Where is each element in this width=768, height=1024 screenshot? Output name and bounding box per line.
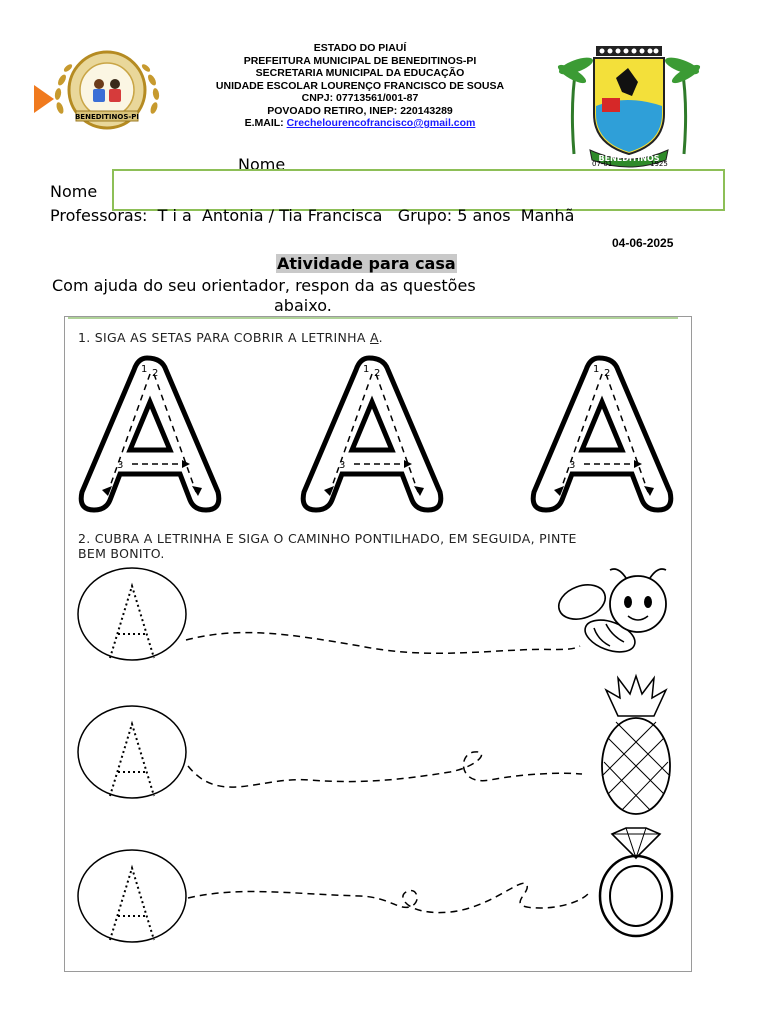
- trace-path: [188, 883, 588, 912]
- stroke-label: 2: [152, 368, 159, 379]
- stroke-label: 1: [141, 364, 148, 375]
- ring-icon: [600, 828, 672, 936]
- header-email-line: [190, 117, 530, 130]
- nome-input[interactable]: [112, 169, 725, 211]
- q2-line-2: BEM BONITO.: [78, 546, 165, 561]
- trace-path: [188, 752, 582, 787]
- activity-instruction: [52, 276, 592, 316]
- school-logo: [48, 50, 166, 136]
- crest-year-right: 1925: [650, 160, 668, 168]
- question-2: [78, 531, 688, 561]
- email-link[interactable]: Crechelourencofrancisco@gmail.com: [286, 117, 476, 129]
- stroke-label: 1: [363, 364, 370, 375]
- stroke-label: 1: [593, 364, 600, 375]
- city-crest: [556, 44, 702, 168]
- date-text: 04-06-2025: [612, 236, 674, 250]
- stroke-label: 2: [604, 368, 611, 379]
- tracing-rows: [70, 566, 680, 956]
- q1-letter: A: [369, 330, 379, 345]
- header-line: SECRETARIA MUNICIPAL DA EDUCAÇÃO: [255, 67, 465, 79]
- trace-oval: [78, 850, 186, 942]
- q1-end: .: [378, 330, 383, 345]
- nome-label: Nome: [50, 182, 98, 201]
- trace-path: [186, 633, 580, 654]
- trace-oval: [78, 706, 186, 798]
- activity-title: Atividade para casa: [277, 254, 456, 273]
- nome-floating-label: Nome: [238, 155, 286, 174]
- instruction-line-2: abaixo.: [274, 296, 332, 315]
- professoras-line: Professoras: T i a Antonia / Tia Francisca Grupo: 5 anos Manhã: [50, 206, 575, 225]
- school-logo-text: BENEDITINOS-PI: [74, 113, 140, 121]
- q1-text: 1. SIGA AS SETAS PARA COBRIR A LETRINHA: [78, 330, 370, 345]
- email-label: E.MAIL:: [244, 117, 287, 129]
- stroke-label: 3: [117, 460, 124, 471]
- bee-icon: [554, 569, 666, 658]
- trace-oval: [78, 568, 186, 660]
- stroke-label: 2: [374, 368, 381, 379]
- instruction-line-1: Com ajuda do seu orientador, respon da as questões: [52, 276, 476, 295]
- pineapple-icon: [602, 676, 670, 814]
- header-line: CNPJ: 07713561/001-87: [301, 92, 419, 104]
- worksheet-top-line: [66, 312, 680, 320]
- stroke-label: 3: [569, 460, 576, 471]
- tracing-letters: [70, 350, 690, 520]
- question-1: [78, 330, 383, 345]
- header-line: POVOADO RETIRO, INEP: 220143289: [267, 104, 453, 117]
- header-line: UNIDADE ESCOLAR LOURENÇO FRANCISCO DE SOUSA: [215, 79, 505, 92]
- q2-line-1: 2. CUBRA A LETRINHA E SIGA O CAMINHO PONTILHADO, EM SEGUIDA, PINTE: [78, 531, 577, 546]
- stroke-label: 3: [339, 460, 346, 471]
- school-header: [190, 42, 530, 130]
- header-line: ESTADO DO PIAUÍ: [313, 42, 407, 54]
- crest-year-left: 07-01: [592, 160, 613, 168]
- crest-banner-text: BENEDITINOS: [598, 154, 660, 163]
- header-line: PREFEITURA MUNICIPAL DE BENEDITINOS-PI: [243, 54, 477, 67]
